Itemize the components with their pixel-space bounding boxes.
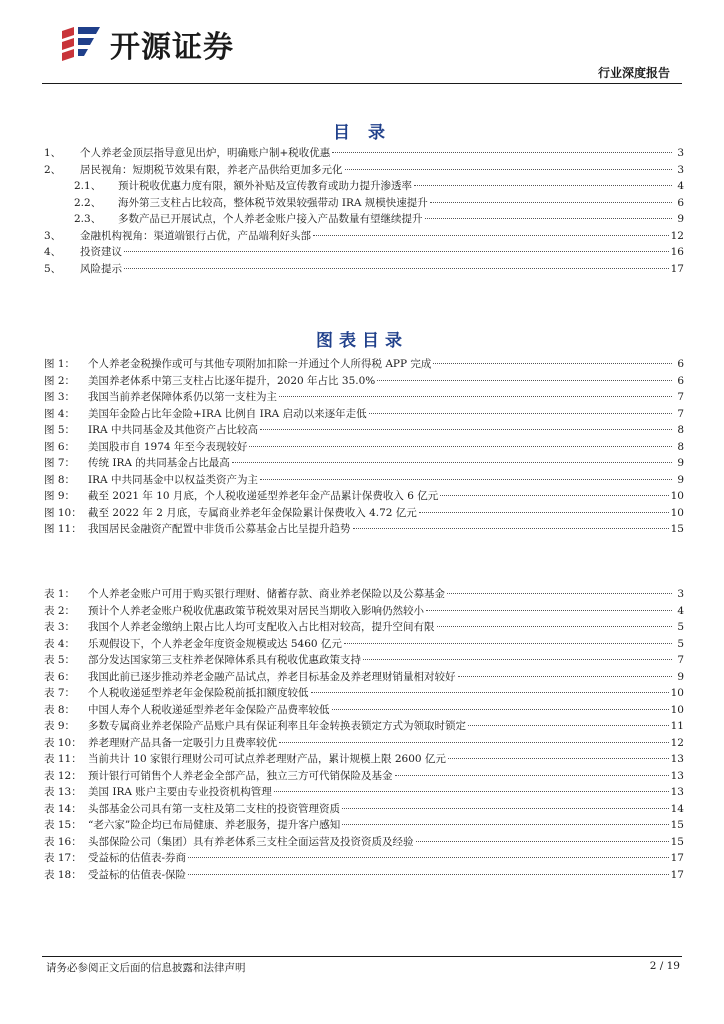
table-entry[interactable] [44,636,684,653]
entry-page-number: 3 [677,147,684,159]
entry-text: “老六家”险企均已布局健康、养老服务，提升客户感知 [88,819,341,831]
entry-text: 截至 2021 年 10 月底，个人税收递延型养老年金产品累计保费收入 6 亿元 [88,490,439,502]
entry-number: 2、 [44,163,62,176]
header-divider [42,83,682,84]
entry-text: 个人养老金税操作或可与其他专项附加扣除一并通过个人所得税 APP 完成 [88,358,432,370]
dot-leader [363,659,672,660]
entry-text: 乐观假设下，个人养老金年度资金规模或达 5460 亿元 [88,637,342,650]
report-type-label: 行业深度报告 [597,66,670,80]
toc-list [44,145,684,277]
table-entry[interactable] [44,702,684,719]
entry-page-number: 12 [670,229,684,242]
entry-number: 表 13： [44,786,82,798]
entry-page-number: 8 [677,440,684,453]
entry-text: 美国养老体系中第三支柱占比逐年提升，2020 年占比 35.0% [88,374,376,387]
entry-text: 预计个人养老金账户税收优惠政策节税效果对居民当期收入影响仍然较小 [88,604,424,617]
dot-leader [468,725,669,726]
entry-number: 图 11： [44,523,82,535]
table-entry[interactable] [44,784,684,801]
entry-page-number: 3 [677,163,684,176]
dot-leader [260,429,672,430]
figure-entry[interactable] [44,373,684,390]
entry-page-number: 11 [670,720,684,732]
entry-text: 我国个人养老金缴纳上限占比人均可支配收入占比相对较高，提升空间有限 [88,621,435,633]
dot-leader [188,857,669,858]
table-entry[interactable] [44,586,684,603]
entry-page-number: 10 [670,703,684,716]
entry-text: 传统 IRA 的共同基金占比最高 [88,457,230,469]
entry-text: 当前共计 10 家银行理财公司可试点养老理财产品，累计规模上限 2600 亿元 [88,753,446,765]
entry-text: 金融机构视角：渠道端银行占优，产品端利好头部 [80,229,311,242]
table-entry[interactable] [44,867,684,884]
entry-number: 表 16： [44,835,82,848]
toc-entry[interactable] [44,261,684,278]
kaiyuan-logo-icon [58,23,104,65]
entry-number: 1、 [44,147,62,159]
dot-leader [124,251,669,252]
entry-page-number: 4 [677,180,684,192]
figure-entry[interactable] [44,455,684,472]
entry-text: 多数专属商业养老保险产品账户具有保证利率且年金转换表锁定方式为领取时锁定 [88,720,466,732]
entry-page-number: 4 [677,604,684,617]
entry-page-number: 15 [670,835,684,848]
dot-leader [353,528,669,529]
figures-list [44,356,684,538]
entry-text: 美国股市自 1974 年至今表现较好 [88,440,248,453]
dot-leader [419,512,669,513]
dot-leader [447,593,672,594]
entry-number: 表 15： [44,819,82,831]
entry-page-number: 10 [670,490,684,502]
entry-page-number: 12 [670,736,684,749]
table-entry[interactable] [44,718,684,735]
dot-leader [260,479,672,480]
entry-number: 图 1： [44,358,76,370]
footer-divider [42,956,682,957]
entry-number: 表 8： [44,703,76,716]
table-entry[interactable] [44,652,684,669]
dot-leader [313,235,669,236]
entry-page-number: 17 [670,262,684,275]
table-entry[interactable] [44,850,684,867]
entry-page-number: 5 [677,637,684,650]
toc-entry[interactable] [44,178,684,195]
dot-leader [425,218,673,219]
entry-number: 图 4： [44,407,76,420]
entry-page-number: 14 [670,802,684,815]
dot-leader [249,446,672,447]
entry-text: 头部基金公司具有第一支柱及第二支柱的投资管理资质 [88,802,340,815]
entry-number: 3、 [44,229,62,242]
entry-page-number: 5 [677,621,684,633]
entry-text: 我国居民金融资产配置中非货币公募基金占比呈提升趋势 [88,523,351,535]
figure-entry[interactable] [44,521,684,538]
entry-text: 美国 IRA 账户主要由专业投资机构管理 [88,786,272,798]
entry-number: 表 6： [44,670,76,683]
company-logo [58,22,234,66]
entry-number: 5、 [44,262,62,275]
dot-leader [279,742,669,743]
tables-list [44,586,684,883]
entry-number: 表 2： [44,604,76,617]
entry-page-number: 15 [670,523,684,535]
entry-number: 2.2、 [74,196,102,209]
entry-number: 图 9： [44,490,76,502]
dot-leader [416,841,669,842]
table-entry[interactable] [44,801,684,818]
figure-entry[interactable] [44,356,684,373]
entry-page-number: 15 [670,819,684,831]
dot-leader [440,495,668,496]
dot-leader [448,758,669,759]
entry-text: 个人税收递延型养老年金保险税前抵扣额度较低 [88,687,309,699]
dot-leader [395,775,669,776]
entry-number: 表 1： [44,588,76,600]
dot-leader [232,462,672,463]
entry-page-number: 10 [670,687,684,699]
table-entry[interactable] [44,685,684,702]
entry-number: 2.1、 [74,180,102,192]
entry-text: 养老理财产品具备一定吸引力且费率较优 [88,736,277,749]
dot-leader [279,396,672,397]
dot-leader [332,152,672,153]
entry-text: 风险提示 [80,262,122,275]
entry-page-number: 6 [677,196,684,209]
entry-page-number: 6 [677,358,684,370]
entry-page-number: 17 [670,852,684,864]
entry-page-number: 7 [677,654,684,666]
entry-number: 表 9： [44,720,76,732]
dot-leader [414,185,672,186]
entry-number: 表 17： [44,852,82,864]
entry-page-number: 9 [677,473,684,486]
entry-number: 图 6： [44,440,76,453]
dot-leader [433,363,672,364]
entry-number: 表 18： [44,868,82,881]
entry-page-number: 9 [677,213,684,225]
entry-page-number: 7 [677,391,684,403]
dot-leader [274,791,669,792]
entry-text: 受益标的估值表-券商 [88,852,187,864]
entry-number: 图 7： [44,457,76,469]
entry-number: 图 3： [44,391,76,403]
dot-leader [426,610,672,611]
figure-entry[interactable] [44,422,684,439]
entry-text: 多数产品已开展试点，个人养老金账户接入产品数量有望继续提升 [118,213,423,225]
entry-page-number: 7 [677,407,684,420]
dot-leader [369,413,672,414]
entry-page-number: 10 [670,506,684,519]
figures-title: 图表目录 [316,331,408,351]
table-entry[interactable] [44,751,684,768]
figure-entry[interactable] [44,505,684,522]
dot-leader [377,380,672,381]
toc-entry[interactable] [44,244,684,261]
toc-entry[interactable] [44,228,684,245]
entry-text: 个人养老金账户可用于购买银行理财、储蓄存款、商业养老保险以及公募基金 [88,588,445,600]
entry-text: IRA 中共同基金及其他资产占比较高 [88,424,258,436]
toc-entry[interactable] [44,195,684,212]
toc-entry[interactable] [44,145,684,162]
footer-disclaimer: 请务必参阅正文后面的信息披露和法律声明 [46,962,246,974]
entry-number: 2.3、 [74,213,102,225]
entry-text: IRA 中共同基金中以权益类资产为主 [88,473,258,486]
entry-number: 4、 [44,246,62,258]
entry-number: 表 3： [44,621,76,633]
entry-text: 我国此前已逐步推动养老金融产品试点，养老目标基金及养老理财销量相对较好 [88,670,456,683]
entry-text: 个人养老金顶层指导意见出炉，明确账户制+税收优惠 [80,147,331,159]
entry-text: 受益标的估值表-保险 [88,868,187,881]
entry-number: 表 10： [44,736,82,749]
entry-page-number: 8 [677,424,684,436]
entry-number: 图 8： [44,473,76,486]
page-indicator: 2 / 19 [649,960,680,972]
entry-text: 头部保险公司（集团）具有养老体系三支柱全面运营及投资资质及经验 [88,835,414,848]
entry-page-number: 13 [670,753,684,765]
entry-page-number: 9 [677,670,684,683]
entry-number: 表 4： [44,637,76,650]
dot-leader [332,709,669,710]
table-entry[interactable] [44,735,684,752]
dot-leader [430,202,672,203]
dot-leader [342,824,668,825]
entry-number: 图 10： [44,506,82,519]
entry-page-number: 9 [677,457,684,469]
entry-text: 部分发达国家第三支柱养老保障体系具有税收优惠政策支持 [88,654,361,666]
dot-leader [437,626,673,627]
figure-entry[interactable] [44,439,684,456]
figure-entry[interactable] [44,488,684,505]
entry-text: 我国当前养老保障体系仍以第一支柱为主 [88,391,277,403]
dot-leader [311,692,669,693]
entry-number: 图 5： [44,424,76,436]
toc-entry[interactable] [44,162,684,179]
dot-leader [345,169,673,170]
dot-leader [458,676,673,677]
dot-leader [124,268,669,269]
entry-text: 海外第三支柱占比较高，整体税节效果较强带动 IRA 规模快速提升 [118,196,428,209]
figure-entry[interactable] [44,406,684,423]
entry-text: 预计税收优惠力度有限，额外补贴及宣传教育或助力提升渗透率 [118,180,412,192]
table-entry[interactable] [44,619,684,636]
dot-leader [344,643,672,644]
entry-number: 表 14： [44,802,82,815]
entry-text: 居民视角：短期税节效果有限，养老产品供给更加多元化 [80,163,343,176]
entry-text: 预计银行可销售个人养老金全部产品，独立三方可代销保险及基金 [88,769,393,782]
figure-entry[interactable] [44,472,684,489]
entry-number: 表 12： [44,769,82,782]
toc-title: 目 录 [333,123,391,143]
entry-page-number: 17 [670,868,684,881]
entry-page-number: 13 [670,786,684,798]
table-entry[interactable] [44,768,684,785]
entry-text: 美国年金险占比年金险+IRA 比例自 IRA 启动以来逐年走低 [88,407,367,420]
entry-number: 表 11： [44,753,82,765]
table-entry[interactable] [44,817,684,834]
entry-number: 表 7： [44,687,76,699]
entry-number: 图 2： [44,374,76,387]
table-entry[interactable] [44,669,684,686]
table-entry[interactable] [44,834,684,851]
entry-page-number: 16 [670,246,684,258]
entry-text: 投资建议 [80,246,122,258]
entry-page-number: 3 [677,588,684,600]
entry-page-number: 13 [670,769,684,782]
entry-text: 截至 2022 年 2 月底，专属商业养老年金保险累计保费收入 4.72 亿元 [88,506,417,519]
table-entry[interactable] [44,603,684,620]
logo-text: 开源证券 [110,30,234,65]
toc-entry[interactable] [44,211,684,228]
dot-leader [342,808,669,809]
figure-entry[interactable] [44,389,684,406]
dot-leader [188,874,669,875]
entry-text: 中国人寿个人税收递延型养老年金保险产品费率较低 [88,703,330,716]
entry-number: 表 5： [44,654,76,666]
entry-page-number: 6 [677,374,684,387]
